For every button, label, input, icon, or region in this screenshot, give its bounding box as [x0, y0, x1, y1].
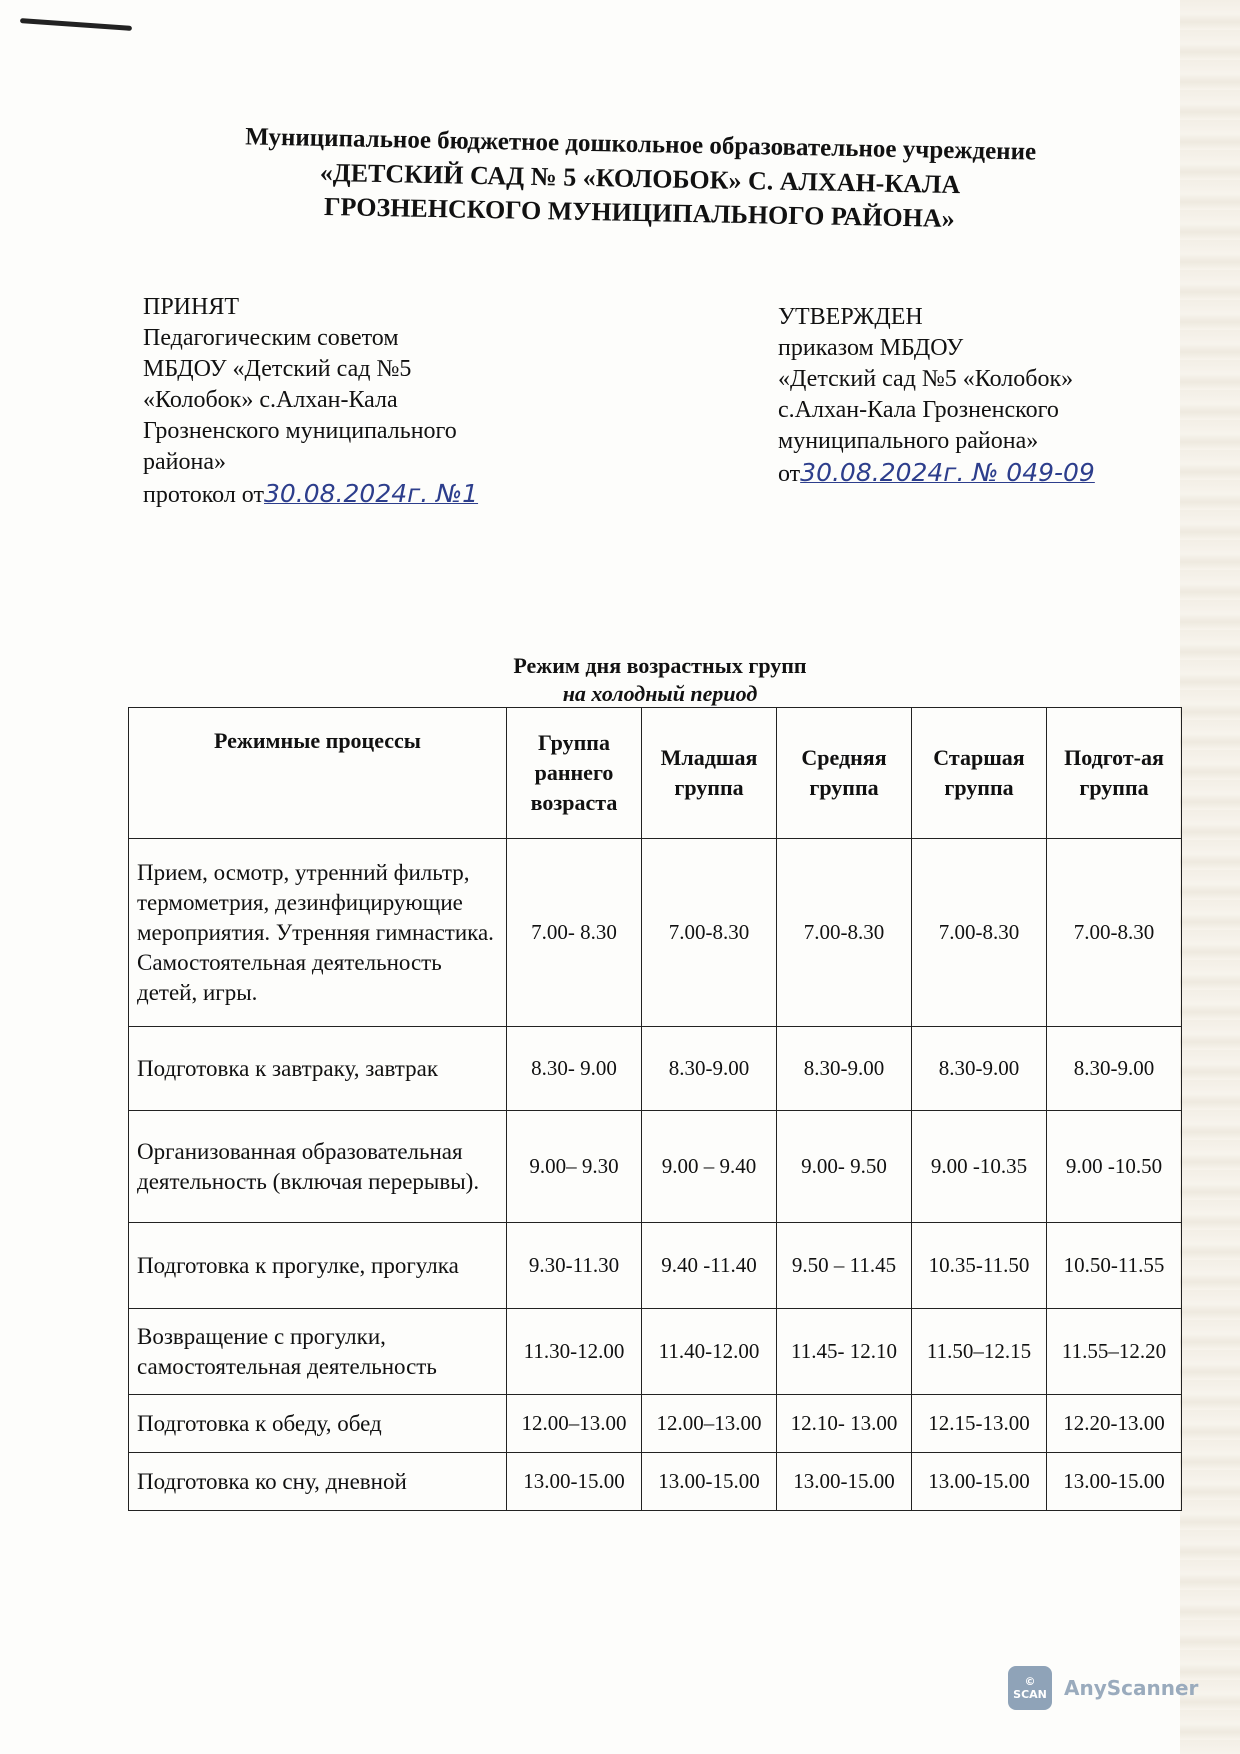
table-row	[129, 1395, 1182, 1453]
anyscanner-watermark	[1008, 1666, 1198, 1710]
row-time-middle: 11.45- 12.10	[777, 1309, 912, 1395]
row-time-junior: 12.00–13.00	[642, 1395, 777, 1453]
header-group-junior: Младшая группа	[642, 708, 777, 839]
scan-logo-bottom: SCAN	[1013, 1688, 1047, 1701]
table-row	[129, 839, 1182, 1027]
table-header-row	[129, 708, 1182, 839]
accepted-title: ПРИНЯТ	[143, 294, 240, 320]
row-time-senior: 9.00 -10.35	[912, 1111, 1047, 1223]
order-handwritten-date: 30.08.2024г. № 049-09	[800, 458, 1095, 487]
row-time-junior: 13.00-15.00	[642, 1453, 777, 1511]
table-row	[129, 1223, 1182, 1309]
table-row	[129, 1027, 1182, 1111]
protocol-label: протокол от	[143, 482, 264, 508]
row-time-preparatory: 11.55–12.20	[1047, 1309, 1182, 1395]
row-time-early: 13.00-15.00	[507, 1453, 642, 1511]
row-time-early: 11.30-12.00	[507, 1309, 642, 1395]
row-time-senior: 12.15-13.00	[912, 1395, 1047, 1453]
header-group-early: Группа раннего возраста	[507, 708, 642, 839]
row-time-preparatory: 10.50-11.55	[1047, 1223, 1182, 1309]
row-time-senior: 13.00-15.00	[912, 1453, 1047, 1511]
order-label: от	[778, 461, 801, 487]
table-title	[380, 652, 940, 708]
row-time-middle: 12.10- 13.00	[777, 1395, 912, 1453]
protocol-line	[143, 478, 478, 511]
accepted-line: Грозненского муниципального	[143, 418, 457, 444]
row-time-preparatory: 12.20-13.00	[1047, 1395, 1182, 1453]
header-line-1: Муниципальное бюджетное дошкольное образовательное учреждение	[244, 123, 1037, 166]
scan-logo-top: ©	[1024, 1675, 1036, 1688]
table-row	[129, 1453, 1182, 1511]
row-time-middle: 13.00-15.00	[777, 1453, 912, 1511]
row-time-middle: 7.00-8.30	[777, 839, 912, 1027]
row-time-junior: 8.30-9.00	[642, 1027, 777, 1111]
row-time-early: 9.30-11.30	[507, 1223, 642, 1309]
table-row	[129, 1309, 1182, 1395]
row-process: Подготовка к обеду, обед	[129, 1395, 507, 1453]
row-time-preparatory: 13.00-15.00	[1047, 1453, 1182, 1511]
approved-title: УТВЕРЖДЕН	[778, 304, 923, 330]
row-time-early: 9.00– 9.30	[507, 1111, 642, 1223]
row-time-senior: 11.50–12.15	[912, 1309, 1047, 1395]
row-process: Организованная образовательная деятельность (включая перерывы).	[129, 1111, 507, 1223]
row-time-junior: 7.00-8.30	[642, 839, 777, 1027]
approved-line: муниципального района»	[778, 428, 1039, 454]
page-edge-shadow	[1180, 0, 1240, 1754]
approved-line: «Детский сад №5 «Колобок»	[778, 366, 1074, 392]
approved-line: с.Алхан-Кала Грозненского	[778, 397, 1059, 423]
accepted-line: Педагогическим советом	[143, 325, 399, 351]
row-time-senior: 7.00-8.30	[912, 839, 1047, 1027]
row-time-senior: 8.30-9.00	[912, 1027, 1047, 1111]
scan-logo-icon	[1008, 1666, 1052, 1710]
header-group-middle: Средняя группа	[777, 708, 912, 839]
row-time-early: 12.00–13.00	[507, 1395, 642, 1453]
accepted-line: МБДОУ «Детский сад №5	[143, 356, 412, 382]
row-time-middle: 9.50 – 11.45	[777, 1223, 912, 1309]
institution-header	[199, 120, 1081, 239]
row-time-middle: 9.00- 9.50	[777, 1111, 912, 1223]
row-process: Подготовка к завтраку, завтрак	[129, 1027, 507, 1111]
row-time-middle: 8.30-9.00	[777, 1027, 912, 1111]
row-time-junior: 9.00 – 9.40	[642, 1111, 777, 1223]
scan-mark	[20, 18, 132, 31]
daily-schedule-table	[128, 707, 1182, 1511]
row-process: Подготовка ко сну, дневной	[129, 1453, 507, 1511]
table-title-sub: на холодный период	[562, 681, 758, 706]
header-group-preparatory: Подгот-ая группа	[1047, 708, 1182, 839]
header-line-2: «ДЕТСКИЙ САД № 5 «КОЛОБОК» С. АЛХАН-КАЛА	[319, 157, 961, 200]
row-time-junior: 9.40 -11.40	[642, 1223, 777, 1309]
row-time-preparatory: 7.00-8.30	[1047, 839, 1182, 1027]
accepted-line: «Колобок» с.Алхан-Кала	[143, 387, 398, 413]
row-process: Подготовка к прогулке, прогулка	[129, 1223, 507, 1309]
table-row	[129, 1111, 1182, 1223]
header-line-3: ГРОЗНЕНСКОГО МУНИЦИПАЛЬНОГО РАЙОНА»	[323, 191, 955, 234]
row-time-early: 8.30- 9.00	[507, 1027, 642, 1111]
row-time-junior: 11.40-12.00	[642, 1309, 777, 1395]
watermark-text: AnyScanner	[1064, 1676, 1199, 1700]
accepted-block	[143, 292, 478, 511]
row-time-early: 7.00- 8.30	[507, 839, 642, 1027]
row-time-senior: 10.35-11.50	[912, 1223, 1047, 1309]
header-group-senior: Старшая группа	[912, 708, 1047, 839]
order-line	[778, 457, 1095, 490]
approved-line: приказом МБДОУ	[778, 335, 964, 361]
row-time-preparatory: 8.30-9.00	[1047, 1027, 1182, 1111]
protocol-handwritten-date: 30.08.2024г. №1	[263, 479, 479, 508]
row-process: Возвращение с прогулки, самостоятельная деятельность	[129, 1309, 507, 1395]
approved-block	[778, 302, 1095, 490]
accepted-line: района»	[143, 449, 226, 475]
header-process: Режимные процессы	[129, 708, 507, 839]
row-process: Прием, осмотр, утренний фильтр, термометрия, дезинфицирующие мероприятия. Утренняя гимнастика. Самостоятельная деятельность детей, игры.	[129, 839, 507, 1027]
table-title-main: Режим дня возрастных групп	[513, 653, 807, 678]
row-time-preparatory: 9.00 -10.50	[1047, 1111, 1182, 1223]
